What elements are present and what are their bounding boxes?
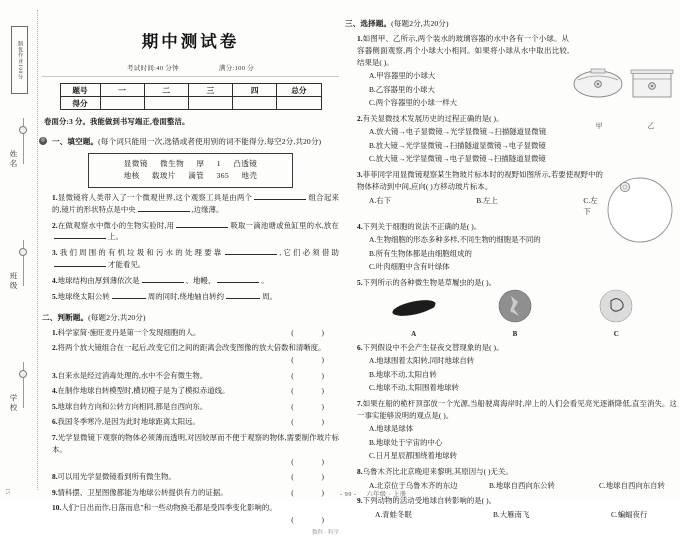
question-number: 5.	[52, 292, 58, 302]
question-number: 3.	[52, 370, 58, 380]
score-table-col-4: 四	[233, 84, 277, 97]
tf-question-9	[52, 487, 339, 499]
cover-score-note: 卷面分:3 分。我能做到书写端正,卷面整洁。	[44, 117, 190, 126]
word-bank-item: 微生物	[160, 159, 185, 168]
section-fill-points: (每个词只能用一次,选错或者使用别的词不能得分,每空2分,共20分)	[98, 137, 322, 146]
choice-3-option-a[interactable]: A.右下	[369, 195, 391, 205]
question-text: ,它们必须借助	[279, 248, 339, 258]
page-footer	[340, 489, 407, 498]
margin-circle-3	[19, 370, 27, 378]
question-number: 6.	[52, 417, 58, 427]
answer-blank[interactable]	[225, 254, 277, 255]
tf-question-5	[52, 401, 339, 413]
question-text: 光学显微镜下观察的物体必须薄而透明,对因较厚而不便于观察的物体,需要制作玻片标本。	[52, 432, 339, 454]
tf-question-10	[52, 502, 339, 526]
tf-question-3	[52, 370, 339, 382]
score-cell[interactable]	[188, 97, 232, 110]
figure-label-yi: 乙	[647, 123, 655, 130]
question-text: 乌鲁木齐比北京晚迎来黎明,其原因与( )无关。	[362, 466, 513, 476]
question-text: 地球结构由厚到薄依次是	[57, 276, 140, 286]
answer-paren[interactable]: ( )	[291, 370, 337, 380]
question-number: 2.	[52, 220, 58, 230]
choice-6-option-a[interactable]: A.地球围着太阳转,同时地球自转	[369, 356, 475, 366]
choice-1-option-c[interactable]: C.两个容器里的小球一样大	[369, 98, 458, 108]
question-number: 3.	[52, 248, 58, 258]
microorganism-option-c[interactable]	[573, 289, 659, 338]
choice-question-5	[357, 277, 677, 289]
question-number: 4.	[52, 276, 58, 286]
answer-paren[interactable]: ( )	[291, 401, 337, 411]
footer-page-number: - 99 -	[340, 491, 357, 498]
answer-blank[interactable]	[217, 282, 259, 283]
margin-rule-3	[23, 362, 24, 408]
answer-paren[interactable]: ( )	[291, 487, 337, 497]
score-table-row-label: 得分	[60, 97, 100, 110]
table-row	[60, 84, 321, 97]
choice-9-option-c[interactable]: C.蝙蝠夜行	[611, 509, 648, 519]
question-text: 下列所示的各种微生物是草履虫的是( )。	[362, 277, 497, 287]
question-number: 5.	[52, 401, 58, 411]
microorganism-images	[363, 294, 667, 338]
fill-question-4	[52, 275, 339, 287]
question-text: 自来水是经过消毒处理的,水中不会有微生物。	[57, 370, 208, 380]
margin-circle-2	[19, 248, 27, 256]
word-bank-item: 1	[216, 159, 221, 168]
score-table-row-label: 题号	[60, 84, 100, 97]
microorganism-circle-c-icon	[599, 289, 633, 323]
choice-7-option-c[interactable]: C.日月星辰都围绕着地球转	[369, 451, 458, 461]
section-choice-points: (每题2分,共20分)	[391, 19, 449, 28]
question-number: 3.	[357, 170, 363, 179]
question-text: 下列假设中不会产生昼夜交替现象的是( )。	[362, 342, 504, 352]
footer-grade: 六年级 · 上册	[366, 491, 407, 498]
margin-label-school: 学校	[9, 394, 18, 413]
question-text: ,边缘薄。	[191, 204, 224, 214]
word-bank-item: 365	[216, 170, 230, 180]
question-text: 我们周围的有机垃圾和污水的处理要靠	[57, 248, 224, 258]
question-number: 2.	[357, 113, 363, 123]
choice-8-option-c[interactable]: C.地球自西向东自转	[599, 480, 665, 490]
question-number: 7.	[52, 432, 58, 442]
microorganism-circle-b-icon	[498, 289, 532, 323]
question-number: 8.	[357, 466, 363, 476]
question-number: 1.	[357, 34, 363, 43]
choice-question-7	[357, 398, 677, 422]
margin-brand-label: 制优作业100分	[17, 40, 24, 80]
margin-strip	[0, 0, 36, 500]
containers-svg	[573, 58, 677, 114]
score-table-col-total: 总分	[277, 84, 321, 97]
choice-6-option-b[interactable]: B.地球不动,太阳自转	[369, 369, 437, 379]
question-number: 1.	[52, 192, 58, 202]
choice-question-8	[357, 466, 677, 478]
question-text: 将两个放大镜组合在一起后,改变它们之间的距离会改变图像的放大倍数和清晰度。	[57, 343, 326, 353]
answer-paren[interactable]: ( )	[291, 472, 337, 482]
figure-microscope-field	[605, 174, 675, 246]
choice-8-option-b[interactable]: B.地球自西向东公转	[489, 480, 555, 490]
question-text: 地球自转方向和公转方向相同,都是自西向东。	[57, 401, 208, 411]
score-table-col-2: 二	[144, 84, 188, 97]
choice-4-option-a[interactable]: A.生物细胞的形态多种多样,不同生物的细胞是不同的	[369, 235, 541, 245]
exam-meta	[42, 63, 339, 72]
question-text: 才能看见。	[108, 260, 146, 270]
fill-question-2	[52, 220, 339, 244]
section-fill-title: 一、填空题。	[52, 137, 99, 146]
question-number: 4.	[52, 386, 58, 396]
fill-question-5	[52, 291, 339, 303]
question-number: 1.	[52, 327, 58, 337]
exam-time: 考试时间:40 分钟	[126, 65, 179, 72]
answer-paren[interactable]: ( )	[291, 515, 337, 525]
page-title: 期中测试卷	[141, 32, 240, 51]
question-text: 可以用光学显微镜看到所有微生物。	[57, 472, 176, 482]
title-rule	[42, 76, 339, 77]
section-bullet-icon: ◎	[40, 138, 46, 143]
question-number: 9.	[357, 495, 363, 505]
question-text: 上。	[108, 232, 123, 242]
microorganism-label-b: B	[512, 329, 518, 338]
fill-question-3	[52, 247, 339, 271]
score-cell[interactable]	[277, 97, 321, 110]
tf-question-2	[52, 342, 339, 366]
word-bank	[88, 153, 293, 188]
answer-blank[interactable]	[54, 238, 106, 239]
answer-blank[interactable]	[54, 266, 106, 267]
question-text: 下列动物的活动受地球自转影响的是( )。	[362, 495, 497, 505]
choice-2-option-b[interactable]: B.放大镜→光学显微镜→扫描隧道显微镜→电子显微镜	[369, 140, 546, 150]
choice-8-options	[369, 480, 677, 491]
left-column	[40, 14, 340, 536]
answer-blank[interactable]	[138, 211, 190, 212]
question-number: 7.	[357, 398, 363, 408]
answer-blank[interactable]	[226, 298, 260, 299]
question-number: 9.	[52, 487, 58, 497]
question-number: 4.	[357, 221, 363, 231]
choice-7-option-a[interactable]: A.地球是球体	[369, 424, 414, 434]
question-text: 我国冬季寒冷,是因为此时地球距离太阳远。	[57, 417, 200, 427]
question-text: 情科摆、卫星图像都能为地球公转提供有力的证据。	[57, 487, 228, 497]
choice-2-option-a[interactable]: A.放大镜→电子显微镜→光学显微镜→扫描隧道显微镜	[369, 127, 547, 137]
score-cell[interactable]	[233, 97, 277, 110]
margin-rule-2	[23, 240, 24, 286]
score-table-col-3: 三	[188, 84, 232, 97]
full-score: 满分:100 分	[218, 65, 255, 72]
question-text: 如果在船的桅杆顶部放一个光源,当船驶离海岸时,岸上的人们会看见亮光逐渐降低,直至消失。这一事实能够说明的观点是( )。	[357, 398, 677, 420]
word-bank-item: 滴管	[188, 170, 205, 180]
choice-8-option-a[interactable]: A.北京位于乌鲁木齐的东边	[369, 480, 458, 490]
question-text: 人们“日出而作,日落而息”和一些动物换毛都是受四季变化影响的。	[61, 503, 277, 513]
question-text: 科学家简·施旺麦丹是第一个发现细胞的人。	[57, 327, 201, 337]
question-text: 菲菲同学用显微镜观察某生物玻片标本时的视野如图所示,若要使视野中的物体移动到中间,应向( )方移动玻片标本。	[357, 170, 603, 191]
choice-3-option-c[interactable]: C.左下	[583, 195, 598, 216]
choice-9-options	[375, 509, 677, 520]
answer-blank[interactable]	[176, 227, 228, 228]
microorganism-option-a[interactable]	[371, 293, 457, 338]
microscope-fov-svg	[605, 174, 675, 246]
answer-blank[interactable]	[142, 282, 184, 283]
choice-9-option-b[interactable]: B.大雁南飞	[493, 509, 530, 519]
choice-1-option-a[interactable]: A.甲容器里的小球大	[369, 71, 436, 81]
choice-9-option-a[interactable]: A.青蛙冬眠	[375, 509, 412, 519]
question-number: 5.	[357, 277, 363, 287]
tf-question-8	[52, 471, 339, 483]
margin-label-class: 班级	[9, 272, 18, 291]
word-bank-item: 凸透镜	[233, 159, 258, 168]
choice-3-options	[369, 195, 603, 217]
margin-edge-number: 15	[4, 488, 10, 494]
word-bank-row	[89, 170, 292, 182]
choice-1-option-b[interactable]: B.乙容器里的小球大	[369, 84, 435, 94]
microorganism-label-a: A	[411, 329, 417, 338]
fill-question-1	[52, 192, 339, 216]
left-column-sidenote: 数科 - 科学	[311, 530, 339, 536]
margin-rule-1	[23, 118, 24, 164]
section-heading-truefalse	[42, 312, 339, 323]
choice-4-option-b[interactable]: B.所有生物体都是由细胞组成的	[369, 248, 472, 258]
question-text: 组合起来的,镜片的形状特点是中央	[52, 192, 340, 214]
question-number: 10.	[52, 503, 62, 513]
margin-circle-1	[19, 126, 27, 134]
question-text: 下列关于细胞的说法不正确的是( )。	[362, 221, 482, 231]
word-bank-item: 载玻片	[151, 170, 176, 180]
word-bank-item: 显微镜	[123, 159, 148, 168]
answer-paren[interactable]: ( )	[291, 456, 337, 466]
microorganism-label-c: C	[613, 329, 619, 338]
question-text: 显微镜将人类带入了一个微观世界,这个观察工具是由两个	[57, 192, 253, 202]
section-heading-choice	[345, 18, 677, 29]
answer-paren[interactable]: ( )	[291, 386, 337, 396]
question-number: 2.	[52, 343, 58, 353]
question-text: 、地幔、	[185, 276, 216, 286]
section-tf-points: (每题2分,共20分)	[88, 313, 146, 323]
tf-question-7	[52, 432, 339, 468]
score-cell[interactable]	[144, 97, 188, 110]
tf-question-6	[52, 416, 339, 428]
word-bank-item: 地核	[123, 170, 140, 180]
margin-brand-box	[11, 26, 28, 94]
paramecium-dark-icon	[383, 293, 445, 323]
answer-blank[interactable]	[254, 199, 306, 200]
table-row	[60, 97, 321, 110]
choice-2-option-c[interactable]: C.放大镜→光学显微镜→电子显微镜→扫描隧道显微镜	[369, 154, 546, 164]
choice-6-option-c[interactable]: C.地球不动,太阳围着地球转	[369, 383, 459, 393]
question-text: 周。	[262, 292, 277, 302]
question-text: 地球绕太阳公转	[57, 292, 110, 302]
question-number: 6.	[357, 342, 363, 352]
figure-containers	[573, 58, 677, 130]
answer-blank[interactable]	[112, 298, 146, 299]
word-bank-item: 厚	[196, 159, 205, 168]
score-table-col-1: 一	[100, 84, 144, 97]
word-bank-item: 地壳	[241, 170, 258, 180]
section-tf-title: 二、判断题。	[42, 313, 89, 323]
question-text: 如图甲、乙所示,两个装水的玻璃容器的水中各有一个小球。从容器侧面观察,两个小球大小相同。如果将小球从水中取出比较,结果是( )。	[357, 34, 569, 67]
choice-3-option-b[interactable]: B.左上	[476, 195, 498, 205]
fold-line	[37, 10, 38, 490]
score-table	[60, 83, 322, 110]
figure-label-jia: 甲	[595, 123, 603, 130]
word-bank-row	[89, 158, 292, 170]
question-text: 在制作地球自转模型时,横切橙子是为了模拟赤道线。	[57, 386, 230, 396]
answer-paren[interactable]: ( )	[291, 327, 337, 337]
microorganism-option-b[interactable]	[472, 289, 558, 338]
answer-paren[interactable]: ( )	[291, 417, 337, 427]
question-text: 。	[261, 276, 269, 286]
question-number: 8.	[52, 472, 58, 482]
right-column	[345, 18, 677, 519]
section-choice-title: 三、选择题。	[345, 19, 392, 28]
answer-paren[interactable]: ( )	[291, 355, 337, 365]
choice-4-option-c[interactable]: C.叶肉细胞中含有叶绿体	[369, 262, 450, 272]
question-text: 有关显微技术发展历史的过程正确的是( )。	[362, 113, 504, 123]
choice-question-6	[357, 342, 677, 354]
score-cell[interactable]	[100, 97, 144, 110]
tf-question-1	[52, 327, 339, 339]
section-heading-fill	[40, 136, 339, 147]
tf-question-4	[52, 385, 339, 397]
choice-7-option-b[interactable]: B.地球处于宇宙的中心	[369, 437, 443, 447]
question-text: 周的同时,绕地轴自转约	[147, 292, 225, 302]
margin-label-name: 姓名	[9, 150, 18, 169]
question-text: 在做观察水中微小的生物实验时,用	[57, 220, 175, 230]
question-text: 吸取一滴池塘或鱼缸里的水,放在	[230, 220, 339, 230]
